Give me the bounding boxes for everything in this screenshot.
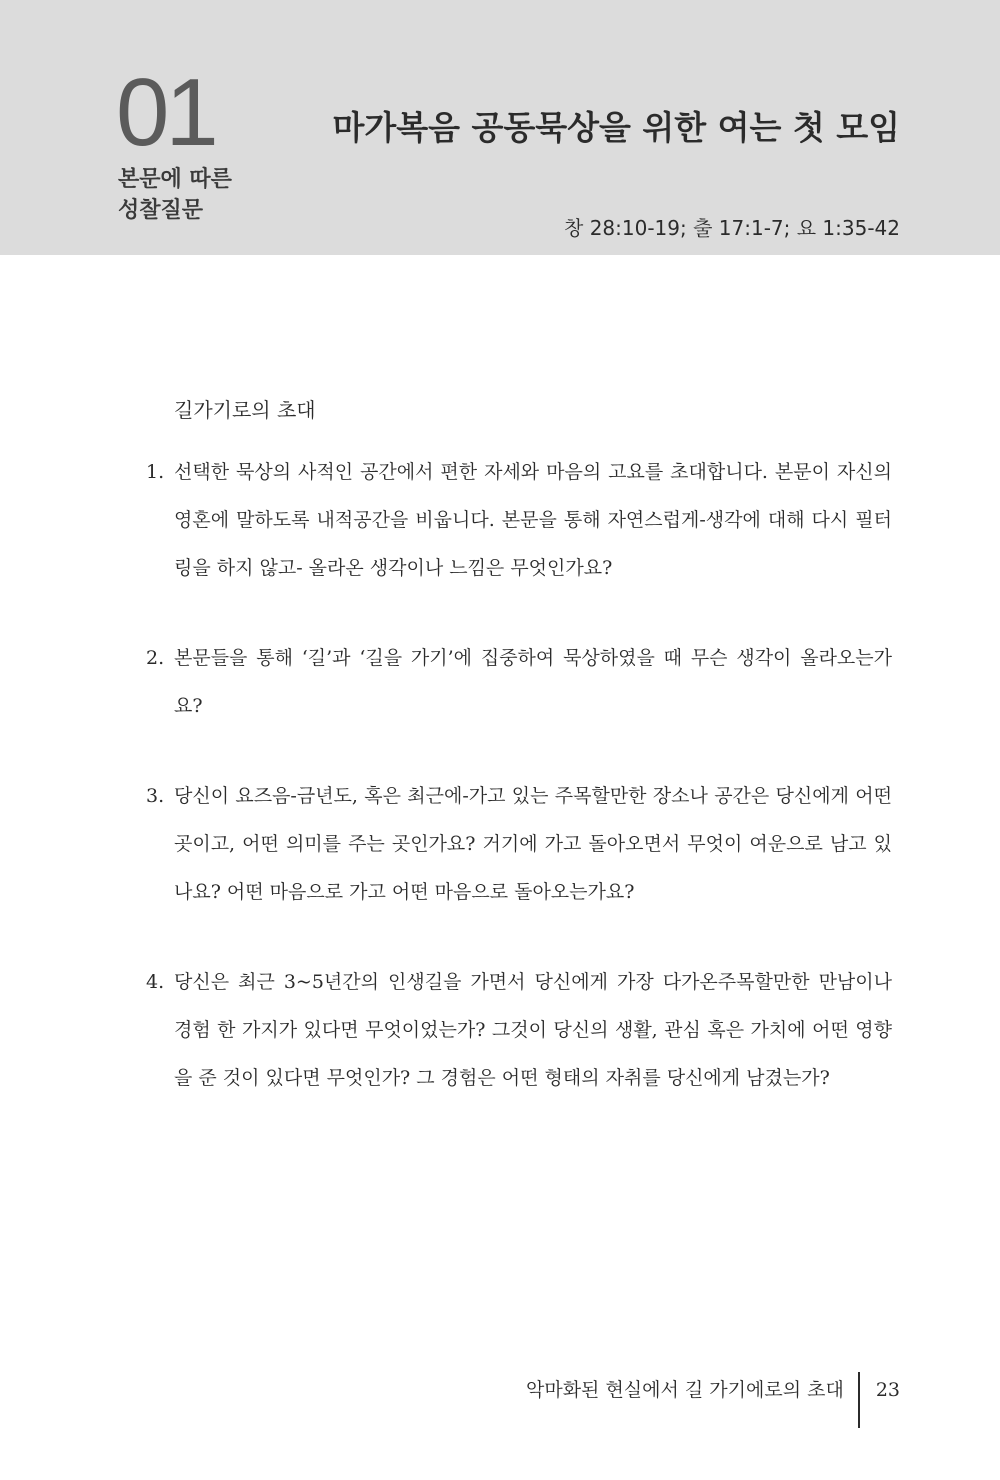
question-item [146, 634, 892, 730]
question-text: 본문들을 통해 ‘길’과 ‘길을 가기’에 집중하여 묵상하였을 때 무슨 생각이 올라오는가요? [174, 647, 892, 717]
question-number: 1. [146, 461, 165, 483]
question-item [146, 772, 892, 916]
page-footer [526, 1372, 900, 1432]
question-item [146, 448, 892, 592]
question-number: 2. [146, 647, 165, 669]
footer-divider [858, 1372, 860, 1428]
question-text: 당신이 요즈음-금년도, 혹은 최근에-가고 있는 주목할만한 장소나 공간은 당신에게 어떤 곳이고, 어떤 의미를 주는 곳인가요? 거기에 가고 돌아오면서 무엇이 여운으로 남고 있나요? 어떤 마음으로 가고 어떤 마음으로 돌아오는가요? [174, 785, 892, 903]
page-number: 23 [875, 1379, 900, 1401]
section-heading: 길가기로의 초대 [174, 398, 316, 422]
page-title: 마가복음 공동묵상을 위한 여는 첫 모임 [332, 108, 900, 147]
question-item [146, 958, 892, 1102]
scripture-reference: 창 28:10-19; 출 17:1-7; 요 1:35-42 [564, 216, 900, 240]
question-number: 4. [146, 971, 165, 993]
question-text: 선택한 묵상의 사적인 공간에서 편한 자세와 마음의 고요를 초대합니다. 본문이 자신의 영혼에 말하도록 내적공간을 비웁니다. 본문을 통해 자연스럽게-생각에 대해 다시 필터링을 하지 않고- 올라온 생각이나 느낌은 무엇인가요? [174, 461, 892, 579]
chapter-label [118, 164, 232, 226]
question-text: 당신은 최근 3~5년간의 인생길을 가면서 당신에게 가장 다가온주목할만한 만남이나 경험 한 가지가 있다면 무엇이었는가? 그것이 당신의 생활, 관심 혹은 가치에 어떤 영향을 준 것이 있다면 무엇인가? 그 경험은 어떤 형태의 자취를 당신에게 남겼는가? [174, 971, 892, 1089]
footer-book-title: 악마화된 현실에서 길 가기에로의 초대 [525, 1379, 844, 1401]
chapter-number: 01 [116, 59, 215, 166]
chapter-label-line1: 본문에 따른 [118, 167, 232, 192]
question-number: 3. [146, 785, 165, 807]
question-list [146, 448, 892, 1144]
chapter-label-line2: 성찰질문 [118, 198, 204, 223]
